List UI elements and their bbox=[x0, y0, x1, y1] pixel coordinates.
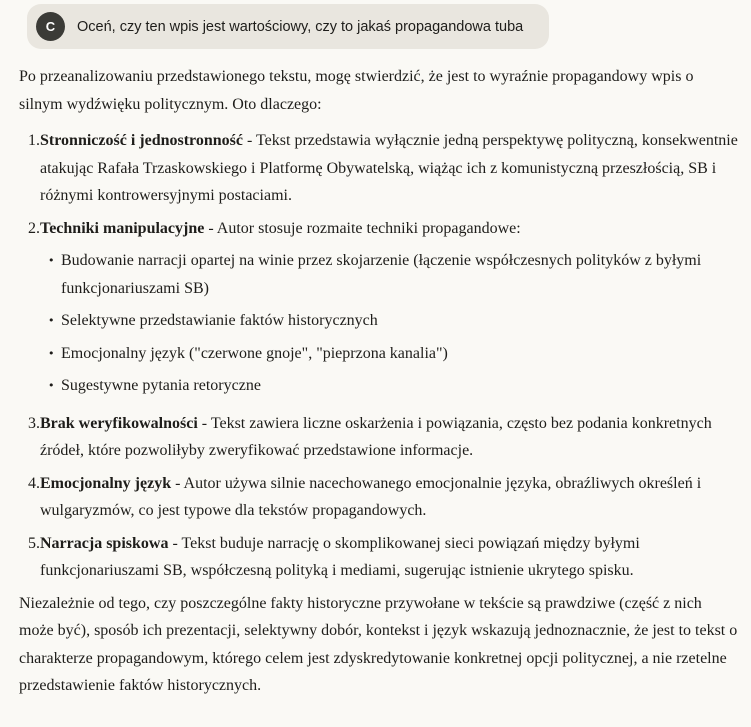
item-text: - Tekst buduje narrację o skomplikowanej sieci powiązań między byłymi funkcjonariuszami SB, współczesną polityką i mediami, sugerując istnienie ukrytego spisku. bbox=[40, 534, 640, 579]
item-title: Brak weryfikowalności bbox=[40, 414, 198, 432]
item-title: Techniki manipulacyjne bbox=[40, 219, 205, 237]
user-message-row bbox=[0, 0, 751, 49]
item-body bbox=[40, 127, 739, 210]
item-body bbox=[40, 410, 739, 465]
bullet-text: Emocjonalny język ("czerwone gnoje", "pieprzona kanalia") bbox=[61, 344, 448, 362]
item-body bbox=[40, 530, 739, 585]
numbered-item-3 bbox=[19, 410, 739, 465]
bullet-text: Sugestywne pytania retoryczne bbox=[61, 377, 261, 394]
item-body bbox=[40, 215, 739, 405]
item-number: 2. bbox=[28, 219, 40, 237]
bullet-item bbox=[40, 307, 739, 335]
bullet-text: Budowanie narracji opartej na winie przez skojarzenie (łączenie współczesnych polityków z byłymi funkcjonariuszami SB) bbox=[61, 252, 702, 297]
item-body bbox=[40, 470, 739, 525]
item-text: - Autor stosuje rozmaite techniki propagandowe: bbox=[208, 219, 521, 237]
numbered-item-2 bbox=[19, 215, 739, 405]
numbered-item-4 bbox=[19, 470, 739, 525]
user-message-bubble[interactable] bbox=[27, 4, 549, 49]
user-avatar bbox=[36, 12, 65, 41]
item-number: 3. bbox=[28, 414, 40, 432]
numbered-item-1 bbox=[19, 127, 739, 210]
response-intro: Po przeanalizowaniu przedstawionego tekstu, mogę stwierdzić, że jest to wyraźnie propagandowy wpis o silnym wydźwięku politycznym. Oto dlaczego: bbox=[19, 68, 694, 113]
bullet-icon: • bbox=[48, 346, 55, 360]
item-text: - Tekst przedstawia wyłącznie jedną perspektywę polityczną, konsekwentnie atakując Rafała Trzaskowskiego i Platformę Obywatelską, wiążąc ich z komunistyczną przeszłością, SB i różnymi kontrowersyjnymi postaciami. bbox=[40, 132, 738, 204]
bullet-icon: • bbox=[48, 254, 55, 267]
bullet-icon: • bbox=[48, 379, 55, 392]
bullet-list bbox=[40, 247, 739, 400]
item-title: Emocjonalny język bbox=[40, 474, 172, 492]
numbered-list bbox=[19, 127, 739, 585]
item-number: 1. bbox=[28, 132, 40, 149]
numbered-item-5 bbox=[19, 530, 739, 585]
item-text: - Tekst zawiera liczne oskarżenia i powiązania, często bez podania konkretnych źródeł, które pozwoliłyby zweryfikować przedstawione informacje. bbox=[40, 414, 712, 459]
bullet-item bbox=[40, 340, 739, 368]
item-title: Stronniczość i jednostronność bbox=[40, 132, 243, 149]
item-title: Narracja spiskowa bbox=[40, 534, 169, 552]
response-conclusion: Niezależnie od tego, czy poszczególne fakty historyczne przywołane w tekście są prawdziwe (część z nich może być), sposób ich prezentacji, selektywny dobór, kontekst i język wskazują jednoznacznie, że jest to tekst o charakterze propagandowym, którego celem jest zdyskredytowanie konkretnej opcji politycznej, a nie rzetelne przedstawienie faktów historycznych. bbox=[19, 594, 738, 694]
bullet-item bbox=[40, 247, 739, 302]
item-text: - Autor używa silnie nacechowanego emocjonalnie języka, obraźliwych określeń i wulgaryzmów, co jest typowe dla tekstów propagandowych. bbox=[40, 474, 702, 519]
bullet-text: Selektywne przedstawianie faktów historycznych bbox=[61, 312, 378, 329]
bullet-icon: • bbox=[48, 314, 55, 327]
bullet-item bbox=[40, 372, 739, 400]
item-number: 5. bbox=[28, 534, 40, 552]
assistant-response bbox=[0, 49, 751, 700]
user-message-text: Oceń, czy ten wpis jest wartościowy, czy to jakaś propagandowa tuba bbox=[77, 18, 524, 35]
user-avatar-letter: C bbox=[45, 18, 56, 34]
item-number: 4. bbox=[28, 474, 40, 492]
